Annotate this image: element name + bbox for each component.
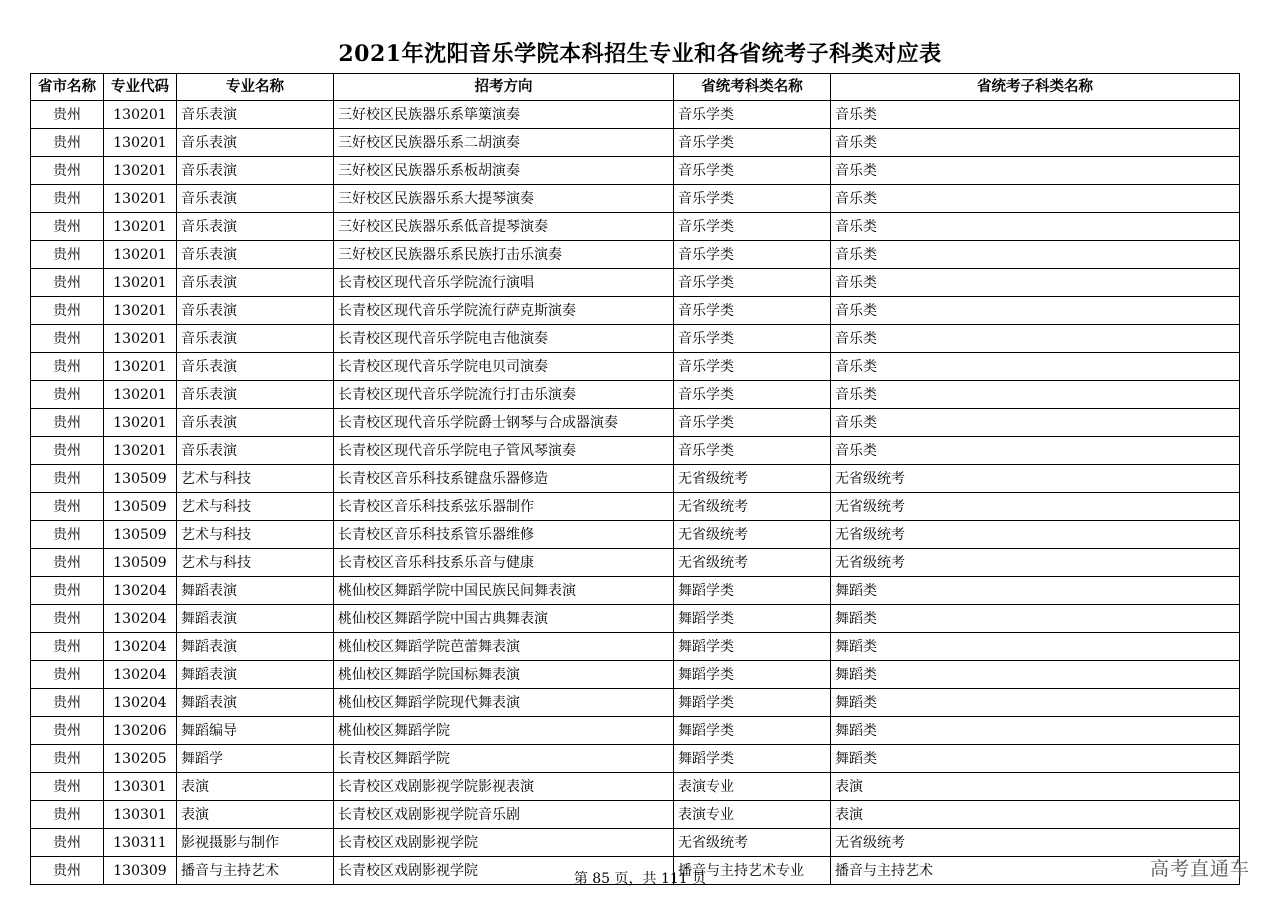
cell-major-name: 舞蹈表演 (177, 689, 334, 717)
cell-major-name: 音乐表演 (177, 101, 334, 129)
cell-major-code: 130206 (104, 717, 177, 745)
cell-province: 贵州 (31, 269, 104, 297)
cell-province: 贵州 (31, 717, 104, 745)
cell-exam-subcategory: 表演 (831, 801, 1240, 829)
cell-exam-category: 音乐学类 (674, 101, 831, 129)
cell-exam-subcategory: 无省级统考 (831, 829, 1240, 857)
cell-major-name: 影视摄影与制作 (177, 829, 334, 857)
cell-exam-category: 音乐学类 (674, 157, 831, 185)
cell-exam-subcategory: 音乐类 (831, 185, 1240, 213)
cell-province: 贵州 (31, 521, 104, 549)
table-row (31, 381, 1240, 409)
cell-major-code: 130201 (104, 129, 177, 157)
cell-major-code: 130301 (104, 801, 177, 829)
table-header-row (31, 74, 1240, 101)
header-direction: 招考方向 (334, 74, 674, 101)
admission-table (30, 73, 1240, 885)
cell-major-code: 130201 (104, 353, 177, 381)
cell-direction: 长青校区戏剧影视学院 (334, 857, 674, 885)
cell-exam-subcategory: 舞蹈类 (831, 605, 1240, 633)
cell-direction: 桃仙校区舞蹈学院中国民族民间舞表演 (334, 577, 674, 605)
cell-direction: 长青校区现代音乐学院电子管风琴演奏 (334, 437, 674, 465)
cell-exam-category: 音乐学类 (674, 213, 831, 241)
cell-major-name: 音乐表演 (177, 241, 334, 269)
cell-exam-subcategory: 无省级统考 (831, 549, 1240, 577)
cell-province: 贵州 (31, 605, 104, 633)
cell-exam-category: 舞蹈学类 (674, 605, 831, 633)
table-row (31, 269, 1240, 297)
cell-major-code: 130204 (104, 661, 177, 689)
cell-exam-category: 无省级统考 (674, 465, 831, 493)
cell-exam-subcategory: 音乐类 (831, 129, 1240, 157)
cell-major-code: 130201 (104, 269, 177, 297)
cell-major-name: 音乐表演 (177, 269, 334, 297)
cell-major-code: 130201 (104, 409, 177, 437)
cell-major-code: 130201 (104, 101, 177, 129)
cell-major-name: 舞蹈编导 (177, 717, 334, 745)
cell-province: 贵州 (31, 101, 104, 129)
table-row (31, 689, 1240, 717)
table-row (31, 213, 1240, 241)
table-row (31, 353, 1240, 381)
cell-province: 贵州 (31, 633, 104, 661)
cell-province: 贵州 (31, 801, 104, 829)
table-row (31, 185, 1240, 213)
table-row (31, 829, 1240, 857)
cell-major-code: 130201 (104, 185, 177, 213)
cell-major-name: 舞蹈学 (177, 745, 334, 773)
cell-exam-subcategory: 音乐类 (831, 353, 1240, 381)
table-row (31, 409, 1240, 437)
table-row (31, 801, 1240, 829)
cell-province: 贵州 (31, 689, 104, 717)
cell-direction: 桃仙校区舞蹈学院 (334, 717, 674, 745)
cell-major-code: 130509 (104, 465, 177, 493)
cell-direction: 三好校区民族器乐系筚篥演奏 (334, 101, 674, 129)
cell-exam-subcategory: 播音与主持艺术 (831, 857, 1240, 885)
cell-major-name: 音乐表演 (177, 381, 334, 409)
document-title: 2021年沈阳音乐学院本科招生专业和各省统考子科类对应表 (338, 41, 942, 67)
cell-exam-category: 舞蹈学类 (674, 689, 831, 717)
table-body (31, 101, 1240, 885)
cell-direction: 桃仙校区舞蹈学院芭蕾舞表演 (334, 633, 674, 661)
cell-exam-category: 音乐学类 (674, 325, 831, 353)
cell-major-name: 表演 (177, 801, 334, 829)
table-row (31, 101, 1240, 129)
cell-exam-category: 无省级统考 (674, 829, 831, 857)
table-row (31, 297, 1240, 325)
header-exam-subcategory: 省统考子科类名称 (831, 74, 1240, 101)
cell-direction: 长青校区现代音乐学院爵士钢琴与合成器演奏 (334, 409, 674, 437)
cell-direction: 长青校区音乐科技系管乐器维修 (334, 521, 674, 549)
cell-major-code: 130201 (104, 241, 177, 269)
cell-direction: 长青校区舞蹈学院 (334, 745, 674, 773)
cell-direction: 三好校区民族器乐系大提琴演奏 (334, 185, 674, 213)
cell-exam-category: 舞蹈学类 (674, 577, 831, 605)
cell-province: 贵州 (31, 773, 104, 801)
cell-exam-category: 音乐学类 (674, 241, 831, 269)
cell-major-code: 130204 (104, 577, 177, 605)
cell-exam-subcategory: 舞蹈类 (831, 661, 1240, 689)
cell-province: 贵州 (31, 437, 104, 465)
cell-province: 贵州 (31, 409, 104, 437)
cell-exam-category: 舞蹈学类 (674, 745, 831, 773)
cell-major-name: 音乐表演 (177, 409, 334, 437)
cell-major-name: 音乐表演 (177, 297, 334, 325)
cell-province: 贵州 (31, 857, 104, 885)
cell-direction: 长青校区现代音乐学院电吉他演奏 (334, 325, 674, 353)
cell-direction: 长青校区音乐科技系键盘乐器修造 (334, 465, 674, 493)
cell-major-code: 130205 (104, 745, 177, 773)
cell-exam-category: 无省级统考 (674, 521, 831, 549)
cell-exam-subcategory: 音乐类 (831, 241, 1240, 269)
cell-major-code: 130309 (104, 857, 177, 885)
cell-direction: 长青校区现代音乐学院流行演唱 (334, 269, 674, 297)
cell-major-name: 音乐表演 (177, 185, 334, 213)
cell-exam-subcategory: 无省级统考 (831, 521, 1240, 549)
cell-major-code: 130204 (104, 633, 177, 661)
cell-direction: 长青校区现代音乐学院流行萨克斯演奏 (334, 297, 674, 325)
cell-province: 贵州 (31, 661, 104, 689)
cell-province: 贵州 (31, 829, 104, 857)
cell-province: 贵州 (31, 129, 104, 157)
table-row (31, 465, 1240, 493)
cell-major-name: 舞蹈表演 (177, 633, 334, 661)
cell-province: 贵州 (31, 745, 104, 773)
cell-direction: 长青校区音乐科技系乐音与健康 (334, 549, 674, 577)
cell-major-code: 130201 (104, 297, 177, 325)
cell-exam-category: 表演专业 (674, 801, 831, 829)
header-exam-category: 省统考科类名称 (674, 74, 831, 101)
table-row (31, 241, 1240, 269)
cell-major-code: 130204 (104, 605, 177, 633)
cell-major-name: 艺术与科技 (177, 493, 334, 521)
cell-direction: 桃仙校区舞蹈学院国标舞表演 (334, 661, 674, 689)
cell-province: 贵州 (31, 185, 104, 213)
cell-exam-subcategory: 表演 (831, 773, 1240, 801)
cell-major-name: 舞蹈表演 (177, 577, 334, 605)
page-footer: 第 85 页，共 111 页 (573, 871, 707, 887)
cell-exam-category: 表演专业 (674, 773, 831, 801)
cell-direction: 桃仙校区舞蹈学院现代舞表演 (334, 689, 674, 717)
cell-exam-subcategory: 舞蹈类 (831, 745, 1240, 773)
table-row (31, 325, 1240, 353)
cell-province: 贵州 (31, 577, 104, 605)
table-row (31, 773, 1240, 801)
table-row (31, 437, 1240, 465)
cell-exam-subcategory: 音乐类 (831, 213, 1240, 241)
cell-province: 贵州 (31, 549, 104, 577)
cell-exam-subcategory: 无省级统考 (831, 493, 1240, 521)
cell-exam-subcategory: 音乐类 (831, 381, 1240, 409)
cell-major-code: 130509 (104, 549, 177, 577)
table-row (31, 549, 1240, 577)
cell-direction: 三好校区民族器乐系二胡演奏 (334, 129, 674, 157)
cell-major-name: 音乐表演 (177, 437, 334, 465)
cell-province: 贵州 (31, 241, 104, 269)
cell-exam-subcategory: 音乐类 (831, 297, 1240, 325)
cell-major-name: 音乐表演 (177, 325, 334, 353)
table-row (31, 605, 1240, 633)
cell-major-code: 130201 (104, 437, 177, 465)
cell-major-name: 音乐表演 (177, 129, 334, 157)
cell-major-code: 130201 (104, 381, 177, 409)
cell-exam-subcategory: 舞蹈类 (831, 689, 1240, 717)
cell-exam-category: 播音与主持艺术专业 (674, 857, 831, 885)
cell-province: 贵州 (31, 381, 104, 409)
cell-exam-subcategory: 舞蹈类 (831, 633, 1240, 661)
cell-direction: 长青校区现代音乐学院电贝司演奏 (334, 353, 674, 381)
cell-major-code: 130201 (104, 325, 177, 353)
cell-major-code: 130201 (104, 157, 177, 185)
cell-exam-subcategory: 音乐类 (831, 269, 1240, 297)
cell-exam-subcategory: 舞蹈类 (831, 717, 1240, 745)
cell-exam-category: 无省级统考 (674, 493, 831, 521)
cell-exam-subcategory: 舞蹈类 (831, 577, 1240, 605)
cell-direction: 长青校区现代音乐学院流行打击乐演奏 (334, 381, 674, 409)
cell-exam-subcategory: 音乐类 (831, 101, 1240, 129)
table-row (31, 129, 1240, 157)
header-province: 省市名称 (31, 74, 104, 101)
cell-province: 贵州 (31, 157, 104, 185)
cell-major-name: 舞蹈表演 (177, 605, 334, 633)
cell-province: 贵州 (31, 213, 104, 241)
table-row (31, 717, 1240, 745)
cell-major-name: 表演 (177, 773, 334, 801)
cell-major-name: 播音与主持艺术 (177, 857, 334, 885)
cell-direction: 长青校区音乐科技系弦乐器制作 (334, 493, 674, 521)
cell-province: 贵州 (31, 353, 104, 381)
cell-major-name: 艺术与科技 (177, 549, 334, 577)
cell-direction: 长青校区戏剧影视学院 (334, 829, 674, 857)
cell-exam-subcategory: 音乐类 (831, 409, 1240, 437)
cell-major-name: 音乐表演 (177, 353, 334, 381)
header-major-name: 专业名称 (177, 74, 334, 101)
cell-direction: 三好校区民族器乐系民族打击乐演奏 (334, 241, 674, 269)
cell-province: 贵州 (31, 297, 104, 325)
cell-exam-category: 无省级统考 (674, 549, 831, 577)
table-row (31, 157, 1240, 185)
cell-province: 贵州 (31, 493, 104, 521)
cell-major-code: 130311 (104, 829, 177, 857)
table-row (31, 745, 1240, 773)
cell-exam-category: 音乐学类 (674, 353, 831, 381)
cell-exam-category: 音乐学类 (674, 381, 831, 409)
cell-major-code: 130201 (104, 213, 177, 241)
table-row (31, 493, 1240, 521)
cell-province: 贵州 (31, 325, 104, 353)
cell-major-code: 130301 (104, 773, 177, 801)
cell-province: 贵州 (31, 465, 104, 493)
cell-exam-category: 舞蹈学类 (674, 633, 831, 661)
cell-direction: 桃仙校区舞蹈学院中国古典舞表演 (334, 605, 674, 633)
cell-exam-category: 舞蹈学类 (674, 717, 831, 745)
cell-exam-subcategory: 音乐类 (831, 325, 1240, 353)
cell-exam-category: 舞蹈学类 (674, 661, 831, 689)
cell-major-name: 舞蹈表演 (177, 661, 334, 689)
cell-exam-category: 音乐学类 (674, 185, 831, 213)
cell-direction: 长青校区戏剧影视学院音乐剧 (334, 801, 674, 829)
cell-exam-category: 音乐学类 (674, 409, 831, 437)
cell-exam-category: 音乐学类 (674, 269, 831, 297)
cell-exam-subcategory: 无省级统考 (831, 465, 1240, 493)
cell-exam-category: 音乐学类 (674, 297, 831, 325)
table-row (31, 577, 1240, 605)
table-row (31, 633, 1240, 661)
cell-major-code: 130204 (104, 689, 177, 717)
cell-major-code: 130509 (104, 521, 177, 549)
header-major-code: 专业代码 (104, 74, 177, 101)
cell-exam-subcategory: 音乐类 (831, 157, 1240, 185)
cell-major-name: 音乐表演 (177, 157, 334, 185)
cell-major-name: 音乐表演 (177, 213, 334, 241)
cell-major-name: 艺术与科技 (177, 465, 334, 493)
watermark-text: 高考直通车 (1149, 858, 1250, 880)
cell-exam-category: 音乐学类 (674, 437, 831, 465)
cell-direction: 三好校区民族器乐系板胡演奏 (334, 157, 674, 185)
cell-major-name: 艺术与科技 (177, 521, 334, 549)
cell-direction: 三好校区民族器乐系低音提琴演奏 (334, 213, 674, 241)
cell-exam-subcategory: 音乐类 (831, 437, 1240, 465)
cell-direction: 长青校区戏剧影视学院影视表演 (334, 773, 674, 801)
table-row (31, 661, 1240, 689)
cell-exam-category: 音乐学类 (674, 129, 831, 157)
cell-major-code: 130509 (104, 493, 177, 521)
table-row (31, 521, 1240, 549)
